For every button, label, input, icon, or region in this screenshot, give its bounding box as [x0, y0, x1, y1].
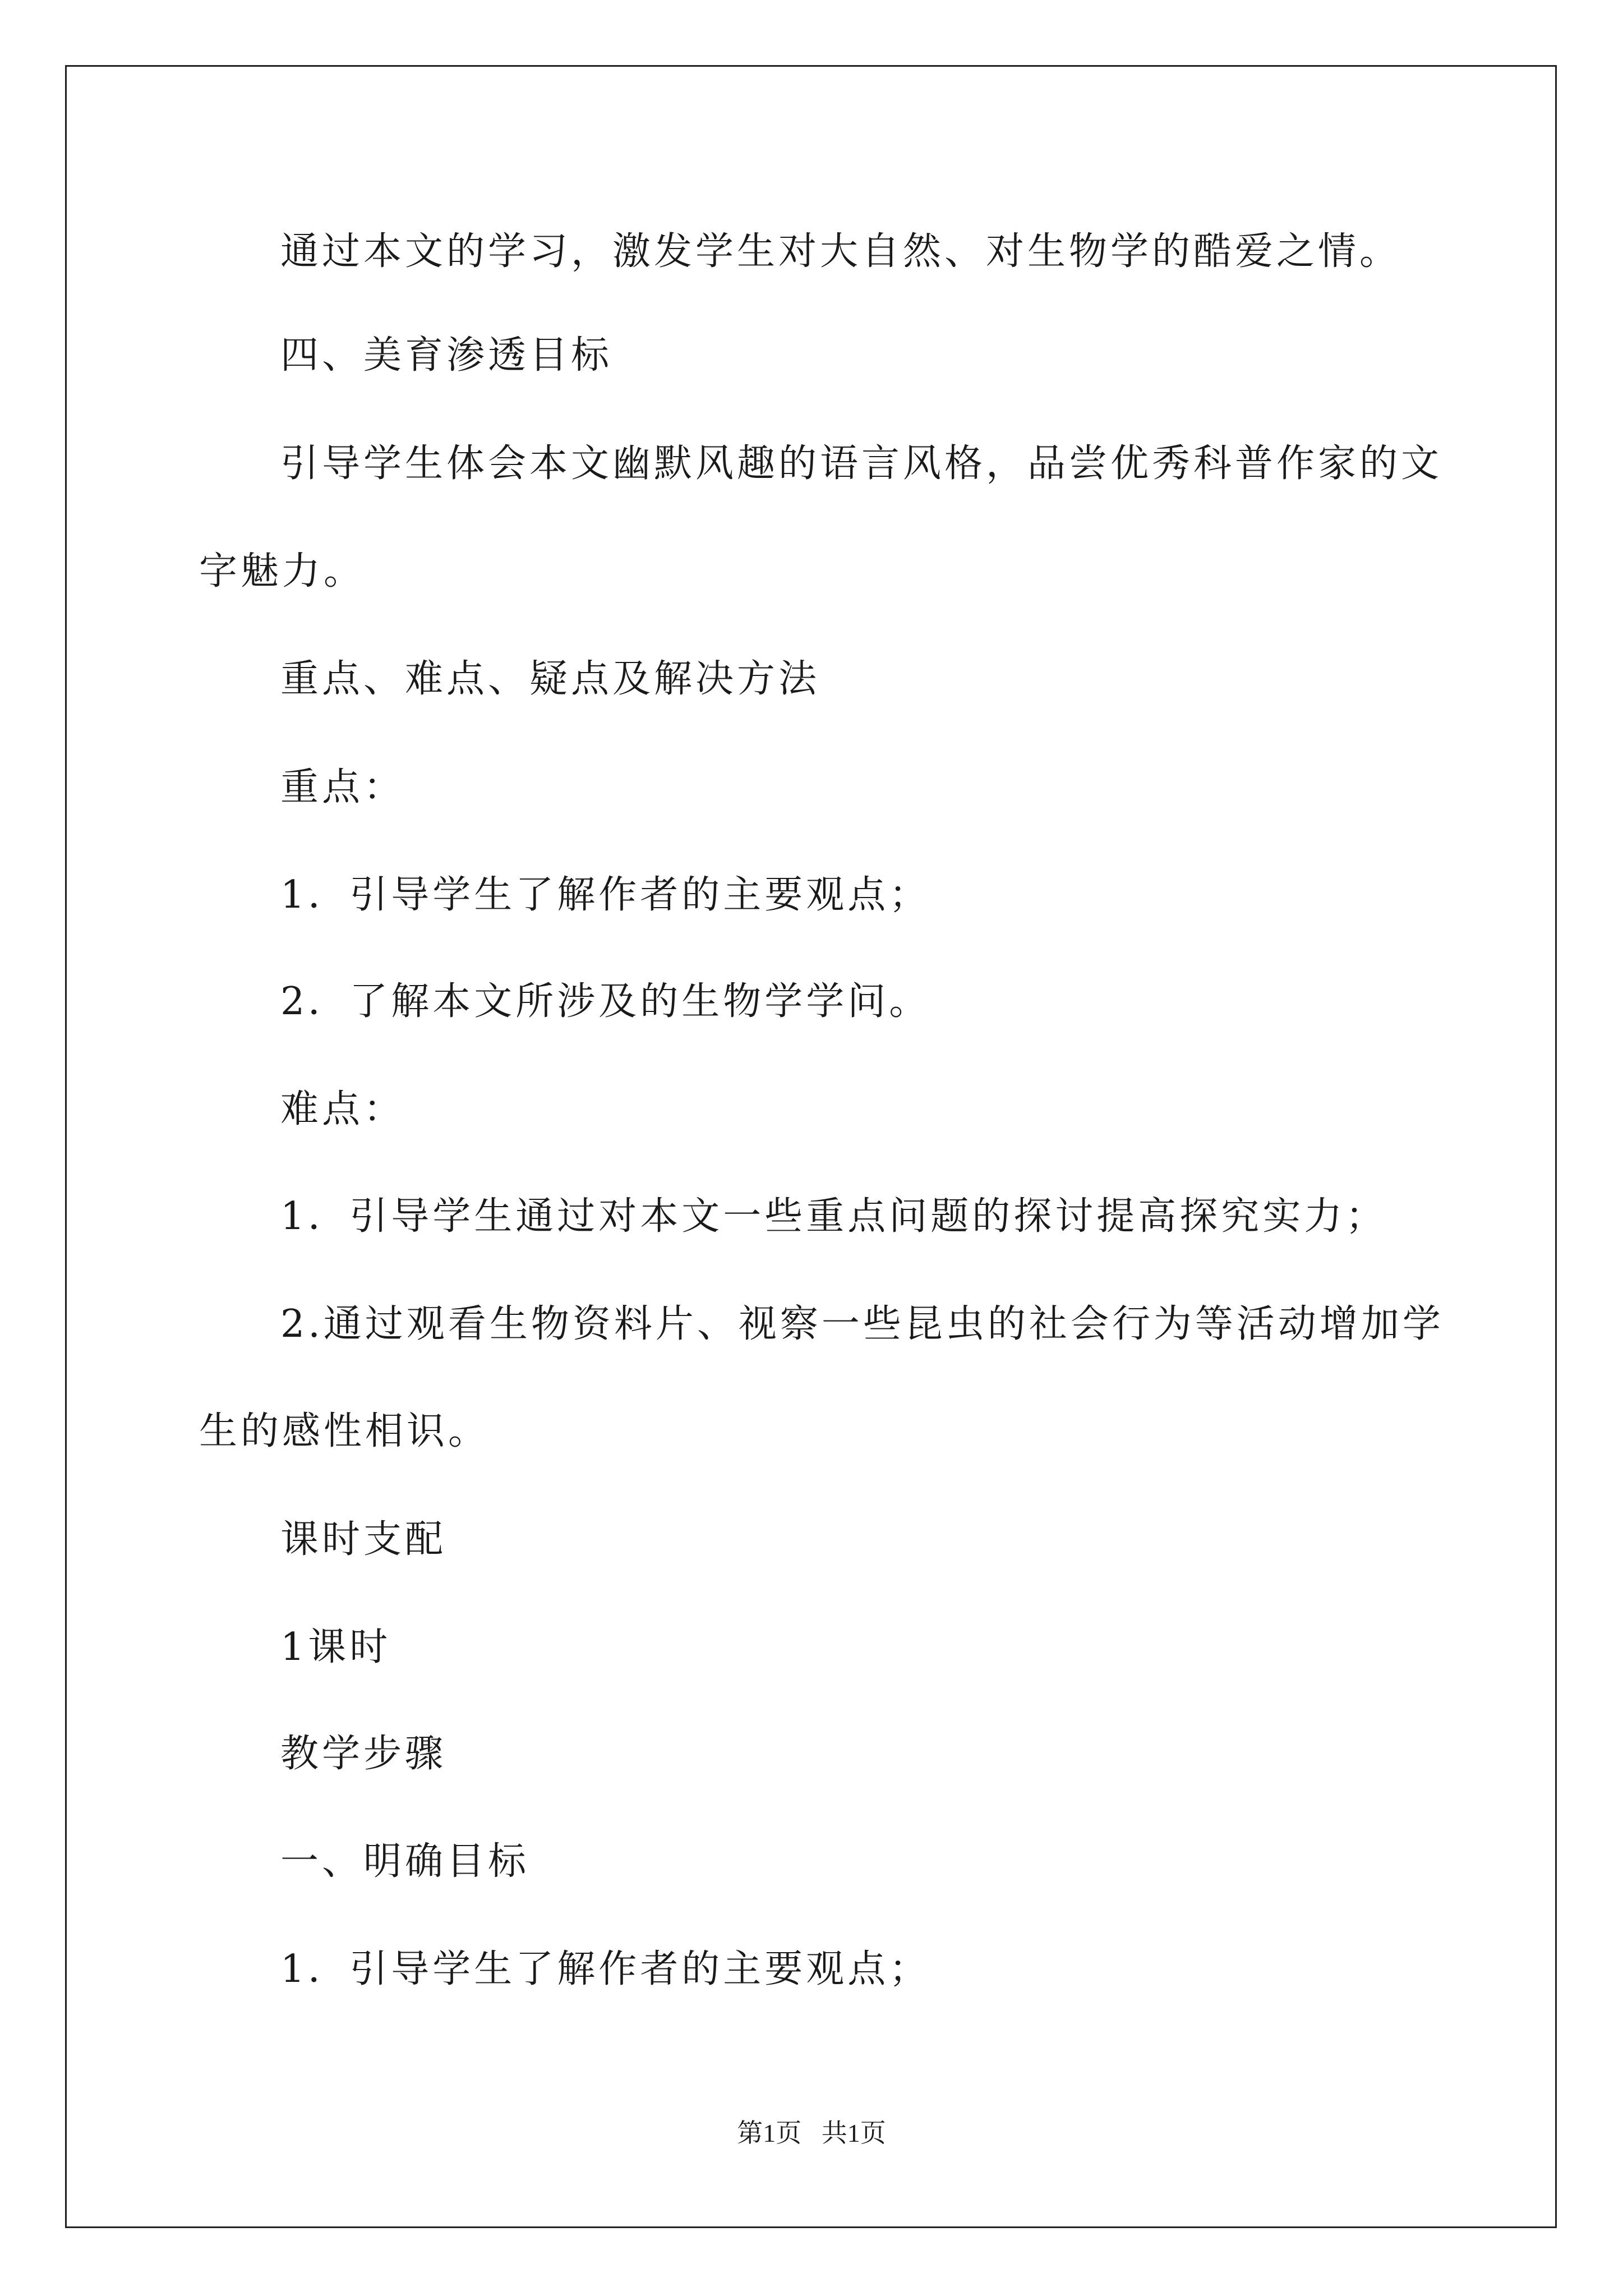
paragraph-language-style: 引导学生体会本文幽默风趣的语言风格，品尝优秀科普作家的文	[280, 441, 1443, 486]
heading-key-points: 重点、难点、疑点及解决方法	[280, 657, 820, 701]
heading-clarify-goals: 一、明确目标	[280, 1839, 530, 1884]
list-item-key-1: 1．引导学生了解作者的主要观点；	[280, 873, 931, 917]
paragraph-language-style-cont: 字魅力。	[199, 549, 366, 593]
list-item-key-2: 2．了解本文所涉及的生物学学问。	[280, 979, 931, 1024]
list-item-difficulty-1: 1．引导学生通过对本文一些重点问题的探讨提高探究实力；	[280, 1194, 1387, 1239]
heading-teaching-steps: 教学步骤	[280, 1732, 447, 1776]
list-item-difficulty-2-cont: 生的感性相识。	[199, 1409, 490, 1453]
label-key-point: 重点：	[280, 765, 405, 809]
heading-schedule: 课时支配	[280, 1517, 447, 1562]
paragraph-lesson-count: 1课时	[280, 1625, 391, 1669]
paragraph-love-of-nature: 通过本文的学习，激发学生对大自然、对生物学的酷爱之情。	[280, 229, 1401, 274]
page-border	[65, 65, 1557, 2228]
list-item-difficulty-2: 2.通过观看生物资料片、视察一些昆虫的社会行为等活动增加学	[280, 1302, 1444, 1346]
page-footer	[0, 2120, 1623, 2146]
label-difficulty: 难点：	[280, 1087, 405, 1131]
page-number: 第1页	[737, 2119, 802, 2147]
list-item-goal-1: 1．引导学生了解作者的主要观点；	[280, 1947, 931, 1991]
total-pages: 共1页	[821, 2119, 886, 2147]
heading-aesthetic-goal: 四、美育渗透目标	[280, 333, 613, 378]
